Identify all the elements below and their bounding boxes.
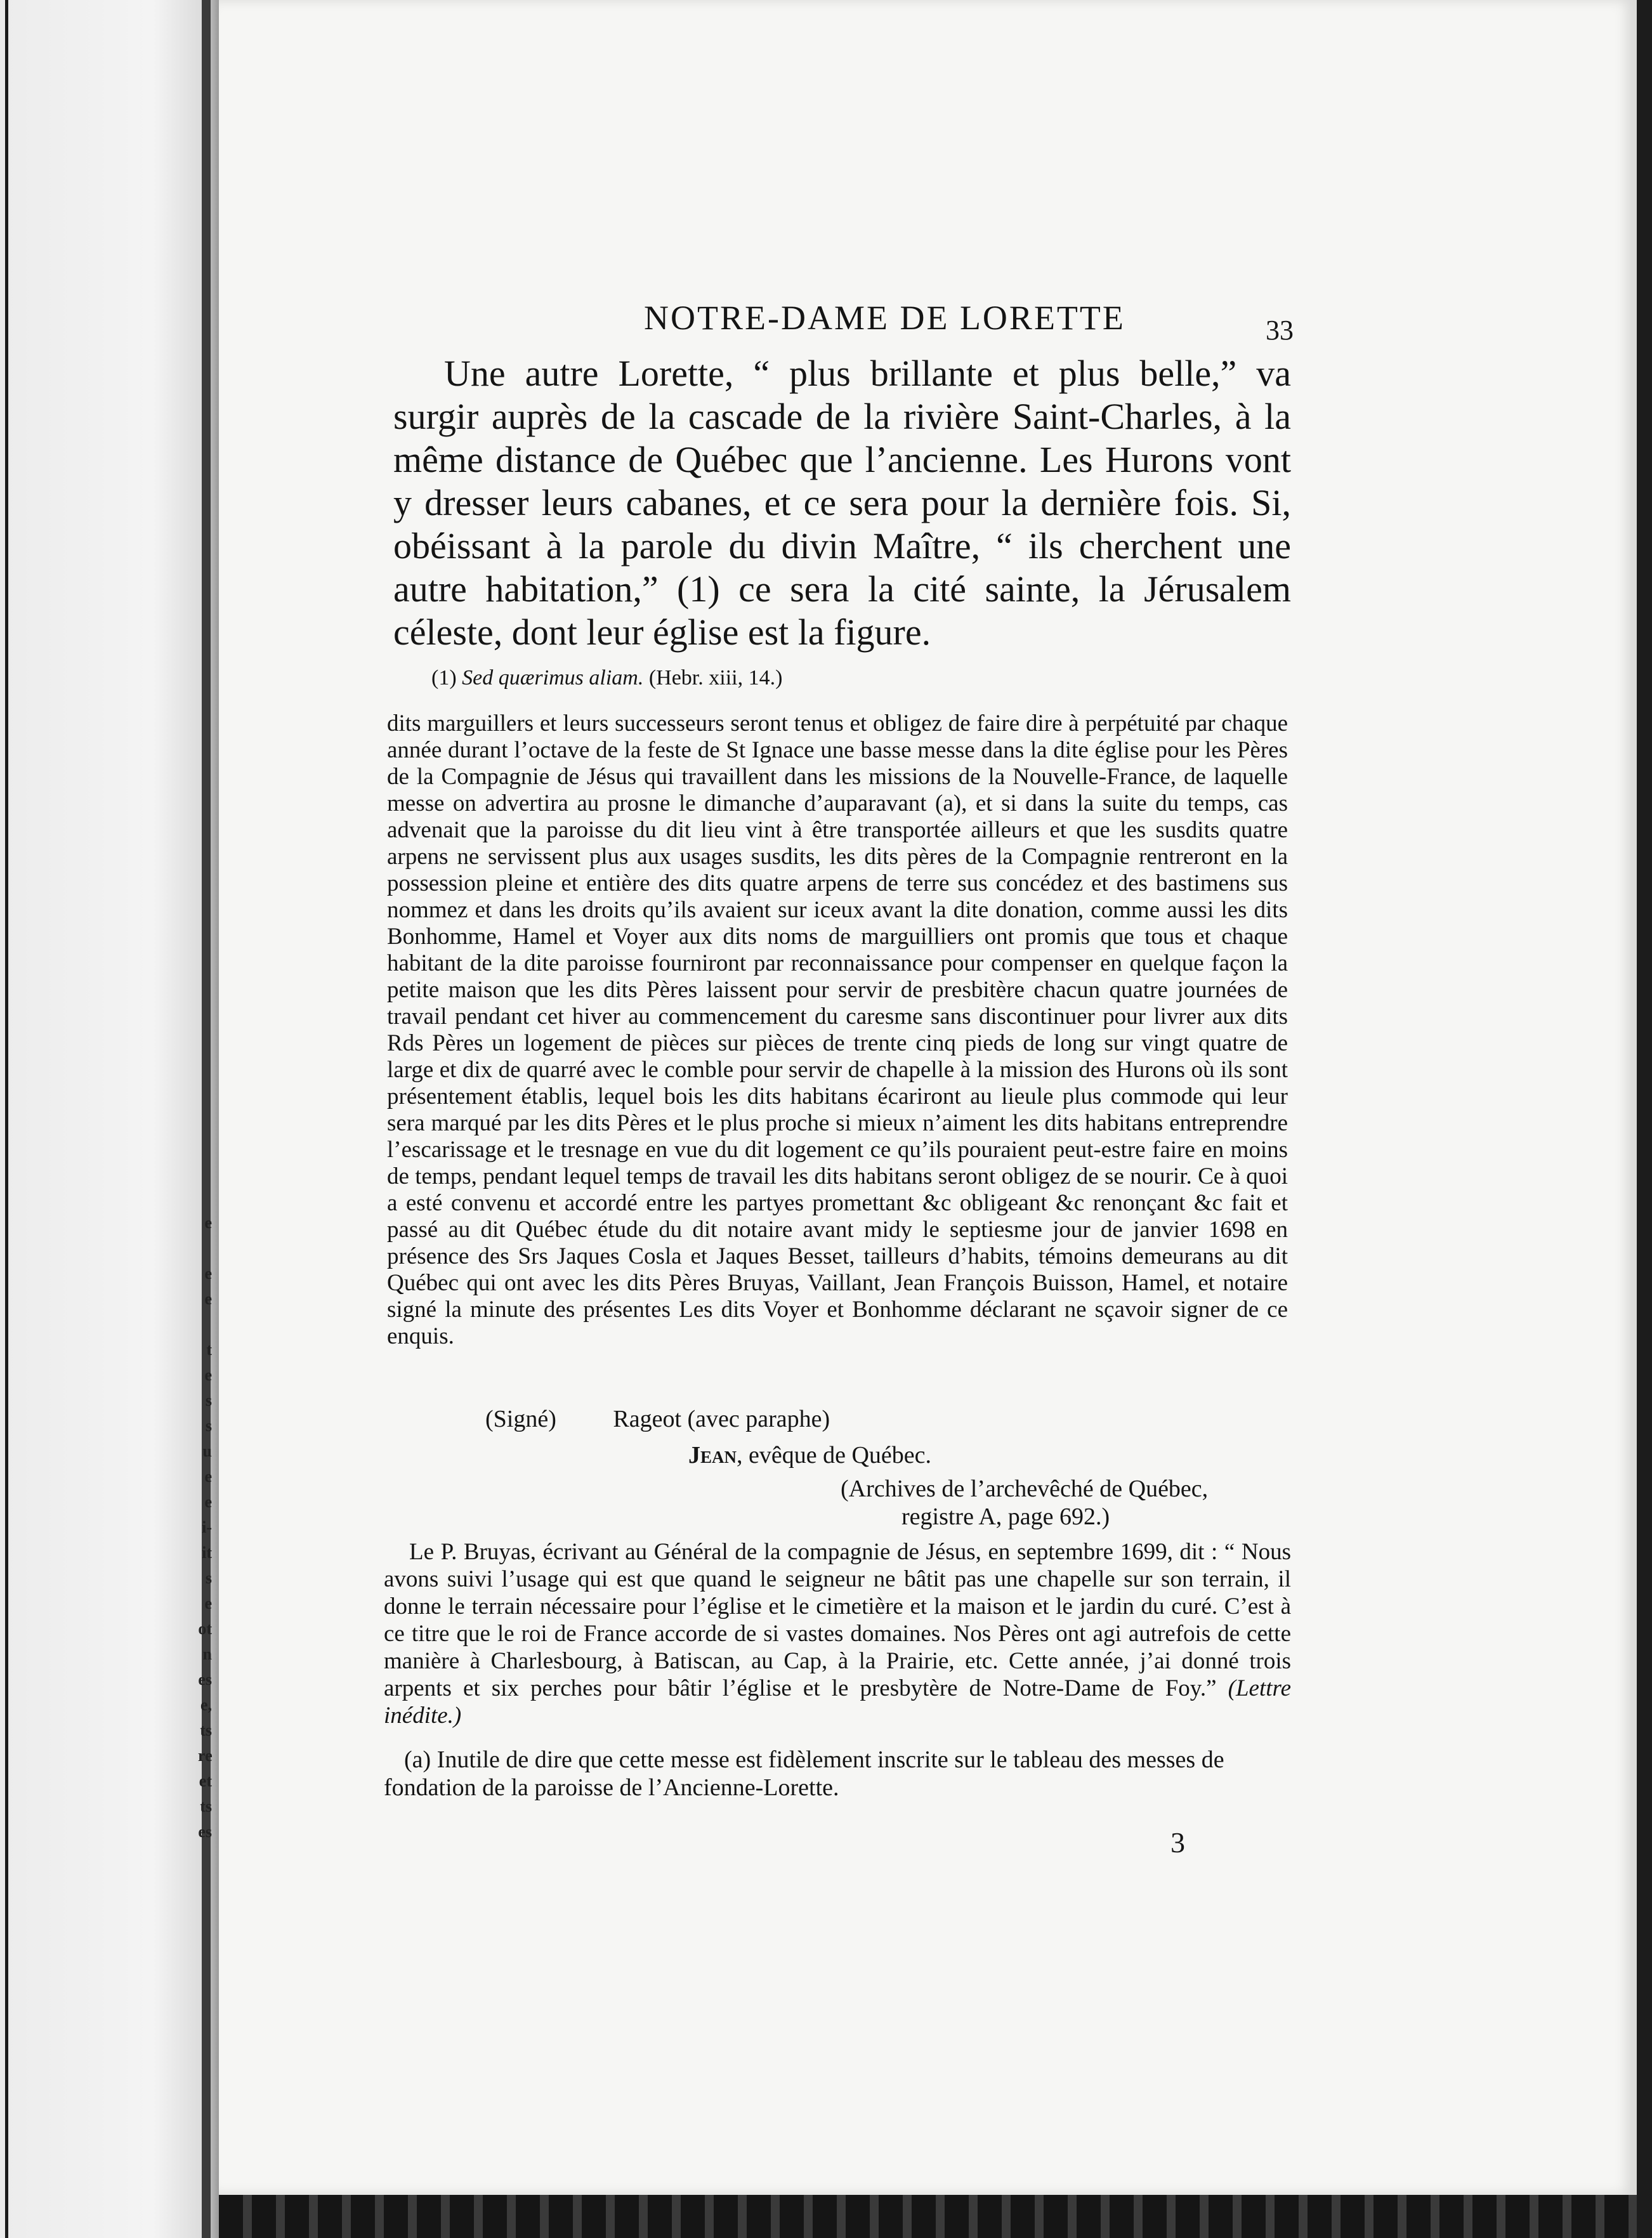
page-edge-bottom <box>219 2195 1637 2238</box>
bleed-char: u <box>202 1442 212 1460</box>
bishop-signature <box>688 1441 931 1469</box>
bishop-name: Jean <box>688 1442 737 1469</box>
bleed-char: re <box>198 1746 213 1765</box>
bleed-char: e <box>204 1264 212 1283</box>
bleed-char: e <box>204 1467 212 1486</box>
bleed-char: e <box>204 1290 212 1308</box>
bleed-char: ts <box>200 1797 212 1816</box>
bleed-char: e <box>204 1366 212 1384</box>
footnote-a-block <box>384 1746 1291 1802</box>
running-title: NOTRE-DAME DE LORETTE <box>644 299 1125 337</box>
bleed-char: i- <box>202 1518 212 1536</box>
bleed-char: e <box>204 1493 212 1511</box>
deed-text: dits marguillers et leurs successeurs seront tenus et obligez de faire dire à perpétuité par chaque année durant l’octave de la feste de St Ignace une basse messe dans la dite église pour les Pères de la Compagnie de Jésus qui travaillent dans les missions de la Nouvelle-France, de laquelle messe on advertira au prosne le dimanche d’auparavant (a), et si dans la suite du temps, cas advenait que la paroisse du dit lieu vint à être transportée ailleurs et que les susdits quatre arpens ne servissent plus aux usages susdits, les dits pères de la Compagnie rentreront en la possession pleine et entière des dits quatre arpens de terre sus concédez et des bastimens sus nommez et dans les droits qu’ils avaient sur iceux avant la dite donation, comme aussi les dits Bonhomme, Hamel et Voyer aux dits noms de marguilliers ont promis que tous et chaque habitant de la dite paroisse fourniront par reconnaissance pour compenser en quelque façon la petite maison que les dits Pères laissent pour servir de presbitère chacun quatre journées de travail pendant cet hiver au commencement du caresme sans discontinuer pour livrer aux dits Rds Pères un logement de pièces sur pièces de trente cinq pieds de long sur vingt quatre de large et dix de quarré avec le comble pour servir de chapelle à la mission des Hurons où ils sont présentement établis, lequel bois les dits habitans écariront au lieule plus commode qui leur sera marqué par les dits Pères et le plus proche si mieux n’aiment les dits habitans entreprendre l’escarissage et le tresnage en vue du dit logement ce qu’ils pouraient peut-estre faire en moins de temps, pendant lequel temps de travail les dits habitans seront obligez de se nourir. Ce à quoi a esté convenu et accordé entre les partyes promettant &c obligeant &c renonçant &c fait et passé au dit Québec étude du dit notaire avant midy le septiesme jour de janvier 1698 en présence des Srs Jaques Cosla et Jaques Besset, tailleurs d’habits, témoins demeurans au dit Québec qui ont avec les dits Pères Bruyas, Vaillant, Jean François Buisson, Hamel, et notaire signé la minute des présentes Les dits Voyer et Bonhomme déclarant ne sçavoir signer de ce enquis. <box>387 710 1288 1349</box>
footnote-1-latin: Sed quærimus aliam. <box>462 666 644 690</box>
page-edge-right <box>1637 0 1652 2238</box>
bleed-char: s <box>205 1569 212 1587</box>
facing-page-rule <box>5 0 8 2238</box>
facing-page <box>0 0 219 2238</box>
page-number: 33 <box>1266 315 1294 346</box>
bleed-char: e <box>204 1594 212 1613</box>
signed-label: (Signé) <box>485 1406 556 1432</box>
signature-line <box>485 1405 830 1433</box>
footnote-1-marker: (1) <box>431 666 457 690</box>
archives-line-1: (Archives de l’archevêché de Québec, <box>841 1476 1209 1502</box>
bleed-char: et <box>199 1772 212 1790</box>
archives-citation <box>841 1475 1272 1531</box>
footnote-a: (a) Inutile de dire que cette messe est fidèlement inscrite sur le tableau des messes de fondation de la paroisse de l’Ancienne-Lorette. <box>384 1746 1224 1801</box>
bleed-char: es <box>198 1670 212 1689</box>
letter-source: (Lettre inédite.) <box>384 1675 1291 1729</box>
letter-block <box>384 1538 1291 1729</box>
book-spine <box>202 0 211 2238</box>
bleed-char: ts <box>200 1721 212 1739</box>
archives-line-2: registre A, page 692.) <box>901 1503 1110 1530</box>
bleed-char: s <box>205 1417 212 1435</box>
bishop-title: , evêque de Québec. <box>737 1442 932 1469</box>
bleed-char: t <box>206 1340 212 1359</box>
notary-signature: Rageot (avec paraphe) <box>613 1406 830 1432</box>
signature-mark: 3 <box>1170 1826 1185 1859</box>
footnote-1-reference: (Hebr. xiii, 14.) <box>648 666 783 690</box>
bleed-char: it <box>202 1543 212 1562</box>
bleed-char: e, <box>200 1696 212 1714</box>
footnote-1 <box>431 666 782 690</box>
bleed-char: s <box>205 1391 212 1410</box>
main-text: Une autre Lorette, “ plus brillante et plus belle,” va surgir auprès de la cascade de la rivière Saint-Charles, à la même distance de Québec que l’ancienne. Les Hurons vont y dresser leurs cabanes, et ce sera pour la dernière fois. Si, obéissant à la parole du divin Maître, “ ils cherchent une autre habitation,” (1) ce sera la cité sainte, la Jérusalem céleste, dont leur église est la figure. <box>393 353 1291 653</box>
main-paragraph <box>393 352 1291 654</box>
bleed-char: es <box>198 1822 212 1841</box>
bleed-char: e <box>204 1214 212 1232</box>
letter-paragraph <box>384 1538 1291 1729</box>
letter-text: Le P. Bruyas, écrivant au Général de la compagnie de Jésus, en septembre 1699, dit : “ Nous avons suivi l’usage qui est que quand le seigneur ne bâtit pas une chapelle sur son terrain, il donne le terrain nécessaire pour l’église et le cimetière et la maison et le jardin du curé. C’est à ce titre que le roi de France accorde de si vastes domaines. Nos Pères ont agi autrefois de cette manière à Charlesbourg, à Batiscan, au Cap, à la Prairie, etc. Cette année, j’ai donné trois arpents et six perches pour bâtir l’église et le presbytère de Notre-Dame de Foy.” <box>384 1539 1291 1701</box>
bleed-char: ot <box>198 1620 212 1638</box>
bleed-char: n <box>202 1645 212 1663</box>
deed-text-block <box>387 710 1288 1350</box>
